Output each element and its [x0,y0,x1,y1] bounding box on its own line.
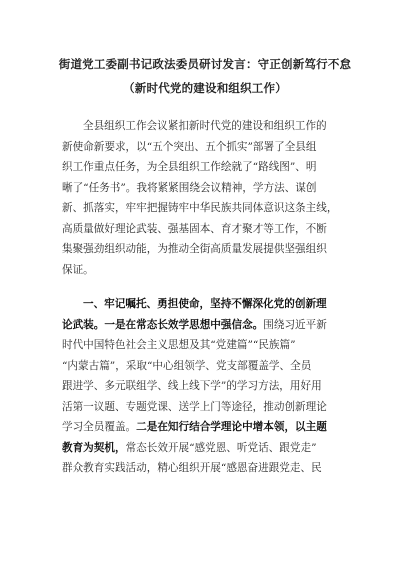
paragraph-line: “内蒙古篇”，采取“中心组领学、党支部覆盖学、全员 [62,359,312,372]
document-title: 街道党工委副书记政法委员研讨发言：守正创新笃行不怠 [58,57,352,71]
paragraph-intro [62,116,362,280]
paragraph-line [62,315,362,336]
section-heading-line: 一、牢记嘱托、勇担使命，坚持不懈深化党的创新理 [83,298,327,310]
paragraph-line: 织工作重点任务，为全县组织工作绘就了“路线图”、明 [62,161,317,173]
document-subtitle: （新时代党的建设和组织工作） [123,81,287,95]
paragraph-line: 集聚强劲组织动能，为推动全街高质量发展提供坚强组织 [62,243,327,255]
paragraph-line [62,438,362,459]
normal-phrase: 学习全员覆盖。 [62,421,137,433]
paragraph-line: 新、抓落实，牢牢把握铸牢中华民族共同体意识这条主线， [62,202,338,214]
bold-phrase: 二是在知行结合学理论中增本领，以主题 [136,421,327,433]
paragraph-line: 高质量做好理论武装、强基固本、育才聚才等工作，不断 [62,222,327,235]
paragraph-line: 全县组织工作会议紧扣新时代党的建设和组织工作的 [83,120,327,132]
paragraph-line: 活第一议题、专题党课、送学上门等途径，推动创新理论 [62,400,327,413]
paragraph-line: 新使命新要求，以“五个突出、五个抓实”部署了全县组 [62,140,317,153]
paragraph-line: 时代中国特色社会主义思想及其“党建篇”“民族篇” [62,339,296,351]
normal-phrase: 围绕习近平新 [263,318,327,331]
paragraph-line: 跟进学、多元联组学、线上线下学”的学习方法，用好用 [62,380,322,392]
paragraph-section-one [62,294,362,479]
paragraph-line: 保证。 [62,263,94,276]
paragraph-line: 群众教育实践活动，精心组织开展“感恩奋进跟党走、民 [62,462,322,474]
paragraph-line [62,417,362,438]
bold-phrase: 论武装。一是在常态长效学思想中强信念。 [62,318,264,331]
bold-phrase: 教育为契机， [62,441,126,454]
normal-phrase: 常态长效开展“感党恩、听党话、跟党走” [125,441,317,454]
paragraph-line: 晰了“任务书”。我将紧紧围绕会议精神，学方法、谋创 [62,181,317,194]
